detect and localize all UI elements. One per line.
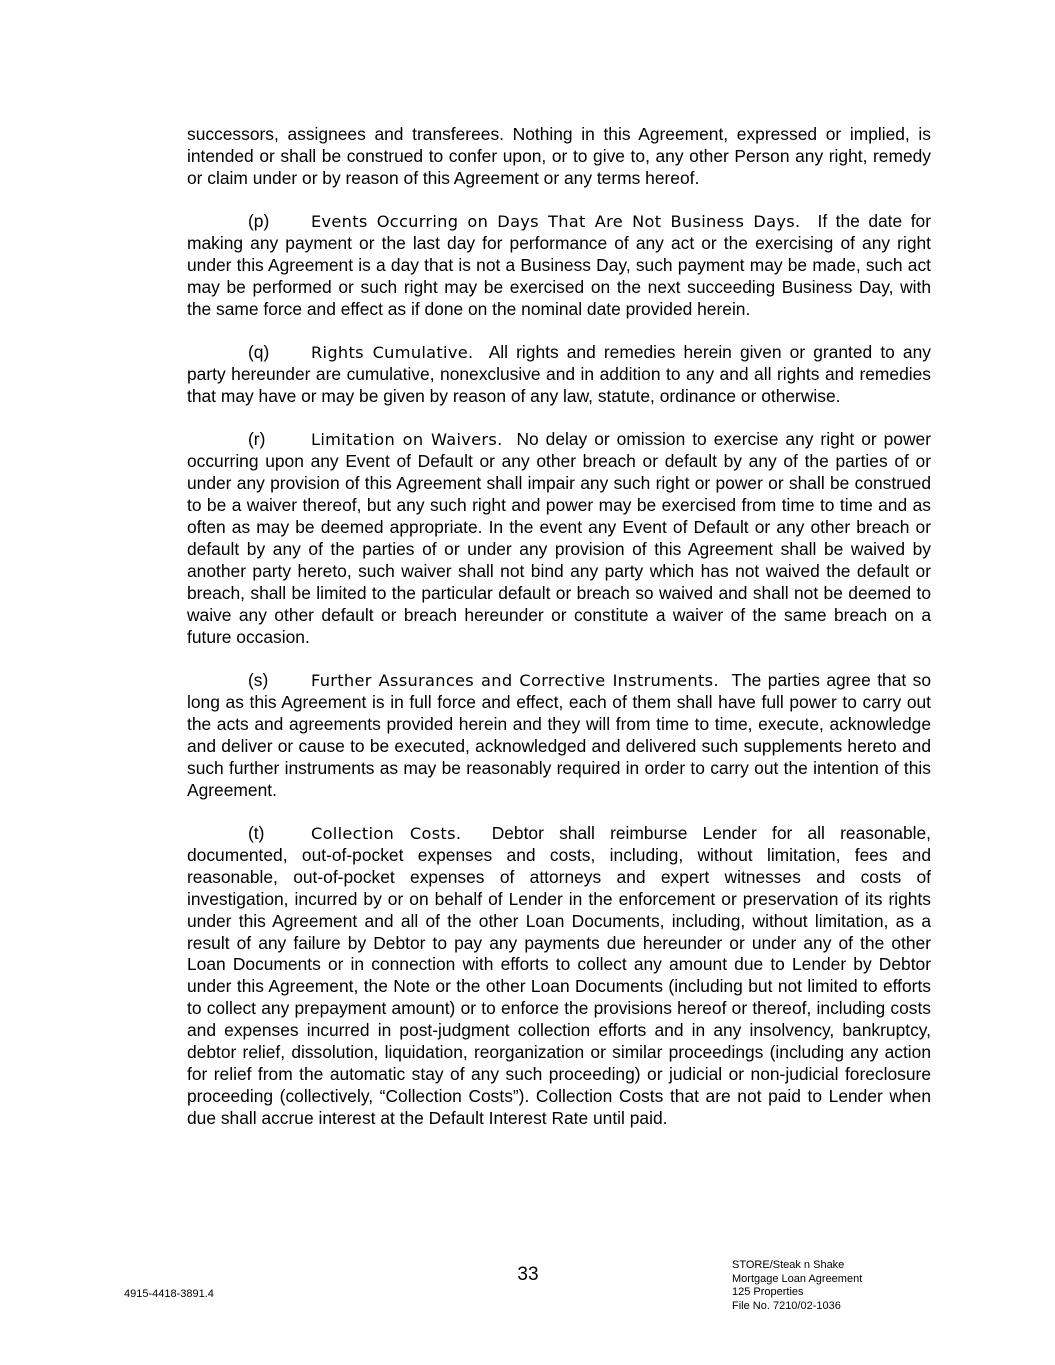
section-p bbox=[187, 211, 931, 321]
section-t bbox=[187, 823, 931, 1130]
section-label: (r) bbox=[248, 429, 266, 450]
section-text: The parties agree that so long as this Agreement is in full force and effect, each of them shall have full power to carry out the acts and agreements provided herein and they will from time to time, execute, acknowledge and deliver or cause to be executed, acknowledged and delivered such supplements hereto and such further instruments as may be reasonably required in order to carry out the intention of this Agreement. bbox=[187, 670, 931, 800]
footer-reference bbox=[732, 1259, 862, 1313]
section-text: All rights and remedies herein given or granted to any party hereunder are cumulative, nonexclusive and in addition to any and all rights and remedies that may have or may be given by reason of any law, statute, ordinance or otherwise. bbox=[187, 342, 931, 407]
section-s bbox=[187, 670, 931, 801]
footer-line: 125 Properties bbox=[732, 1286, 804, 1299]
section-label: (s) bbox=[248, 670, 269, 691]
document-id: 4915-4418-3891.4 bbox=[124, 1288, 214, 1300]
section-r bbox=[187, 429, 931, 648]
intro-paragraph: successors, assignees and transferees. Nothing in this Agreement, expressed or implied, is intended or shall be construed to confer upon, or to give to, any other Person any right, remedy or claim under or by reason of this Agreement or any terms hereof. bbox=[187, 124, 931, 188]
section-text: No delay or omission to exercise any right or power occurring upon any Event of Default or any other breach or default by any of the parties of or under any provision of this Agreement shall impair any such right or power or shall be construed to be a waiver thereof, but any such right and power may be exercised from time to time and as often as may be deemed appropriate. In the event any Event of Default or any other breach or default by any of the parties of or under any provision of this Agreement shall be waived by another party hereto, such waiver shall not bind any party which has not waived the default or breach, shall be limited to the particular default or breach so waived and shall not be deemed to waive any other default or breach hereunder or constitute a waiver of the same breach on a future occasion. bbox=[187, 429, 931, 647]
section-text: Debtor shall reimburse Lender for all reasonable, documented, out-of-pocket expenses and costs, including, without limitation, fees and reasonable, out-of-pocket expenses of attorneys and expert witnesses and costs of investigation, incurred by or on behalf of Lender in the enforcement or preservation of its rights under this Agreement and all of the other Loan Documents, including, without limitation, as a result of any failure by Debtor to pay any payments due hereunder or under any of the other Loan Documents or in connection with efforts to collect any amount due to Lender by Debtor under this Agreement, the Note or the other Loan Documents (including but not limited to efforts to collect any prepayment amount) or to enforce the provisions hereof or thereof, including costs and expenses incurred in post-judgment collection efforts and in any insolvency, bankruptcy, debtor relief, dissolution, liquidation, reorganization or similar proceedings (including any action for relief from the automatic stay of any such proceeding) or judicial or non-judicial foreclosure proceeding (collectively, “Collection Costs”). Collection Costs that are not paid to Lender when due shall accrue interest at the Default Interest Rate until paid. bbox=[187, 822, 931, 1128]
document-body bbox=[187, 124, 931, 1151]
section-text: If the date for making any payment or the last day for performance of any act or the exercising of any right under this Agreement is a day that is not a Business Day, such payment may be made, such act may be performed or such right may be exercised on the next succeeding Business Day, with the same force and effect as if done on the nominal date provided herein. bbox=[187, 211, 931, 319]
section-heading: Rights Cumulative. bbox=[311, 343, 474, 363]
section-heading: Limitation on Waivers. bbox=[311, 430, 503, 450]
section-heading: Further Assurances and Corrective Instruments. bbox=[311, 671, 719, 691]
section-label: (q) bbox=[248, 342, 270, 363]
section-q bbox=[187, 342, 931, 408]
section-heading: Collection Costs. bbox=[311, 823, 462, 843]
footer-line: STORE/Steak n Shake bbox=[732, 1259, 845, 1271]
section-label: (p) bbox=[248, 211, 270, 232]
footer-line: File No. 7210/02-1036 bbox=[732, 1299, 841, 1312]
page-number: 33 bbox=[517, 1264, 539, 1285]
section-heading: Events Occurring on Days That Are Not Business Days. bbox=[311, 212, 801, 232]
footer-line: Mortgage Loan Agreement bbox=[732, 1272, 863, 1285]
section-label: (t) bbox=[248, 822, 265, 843]
